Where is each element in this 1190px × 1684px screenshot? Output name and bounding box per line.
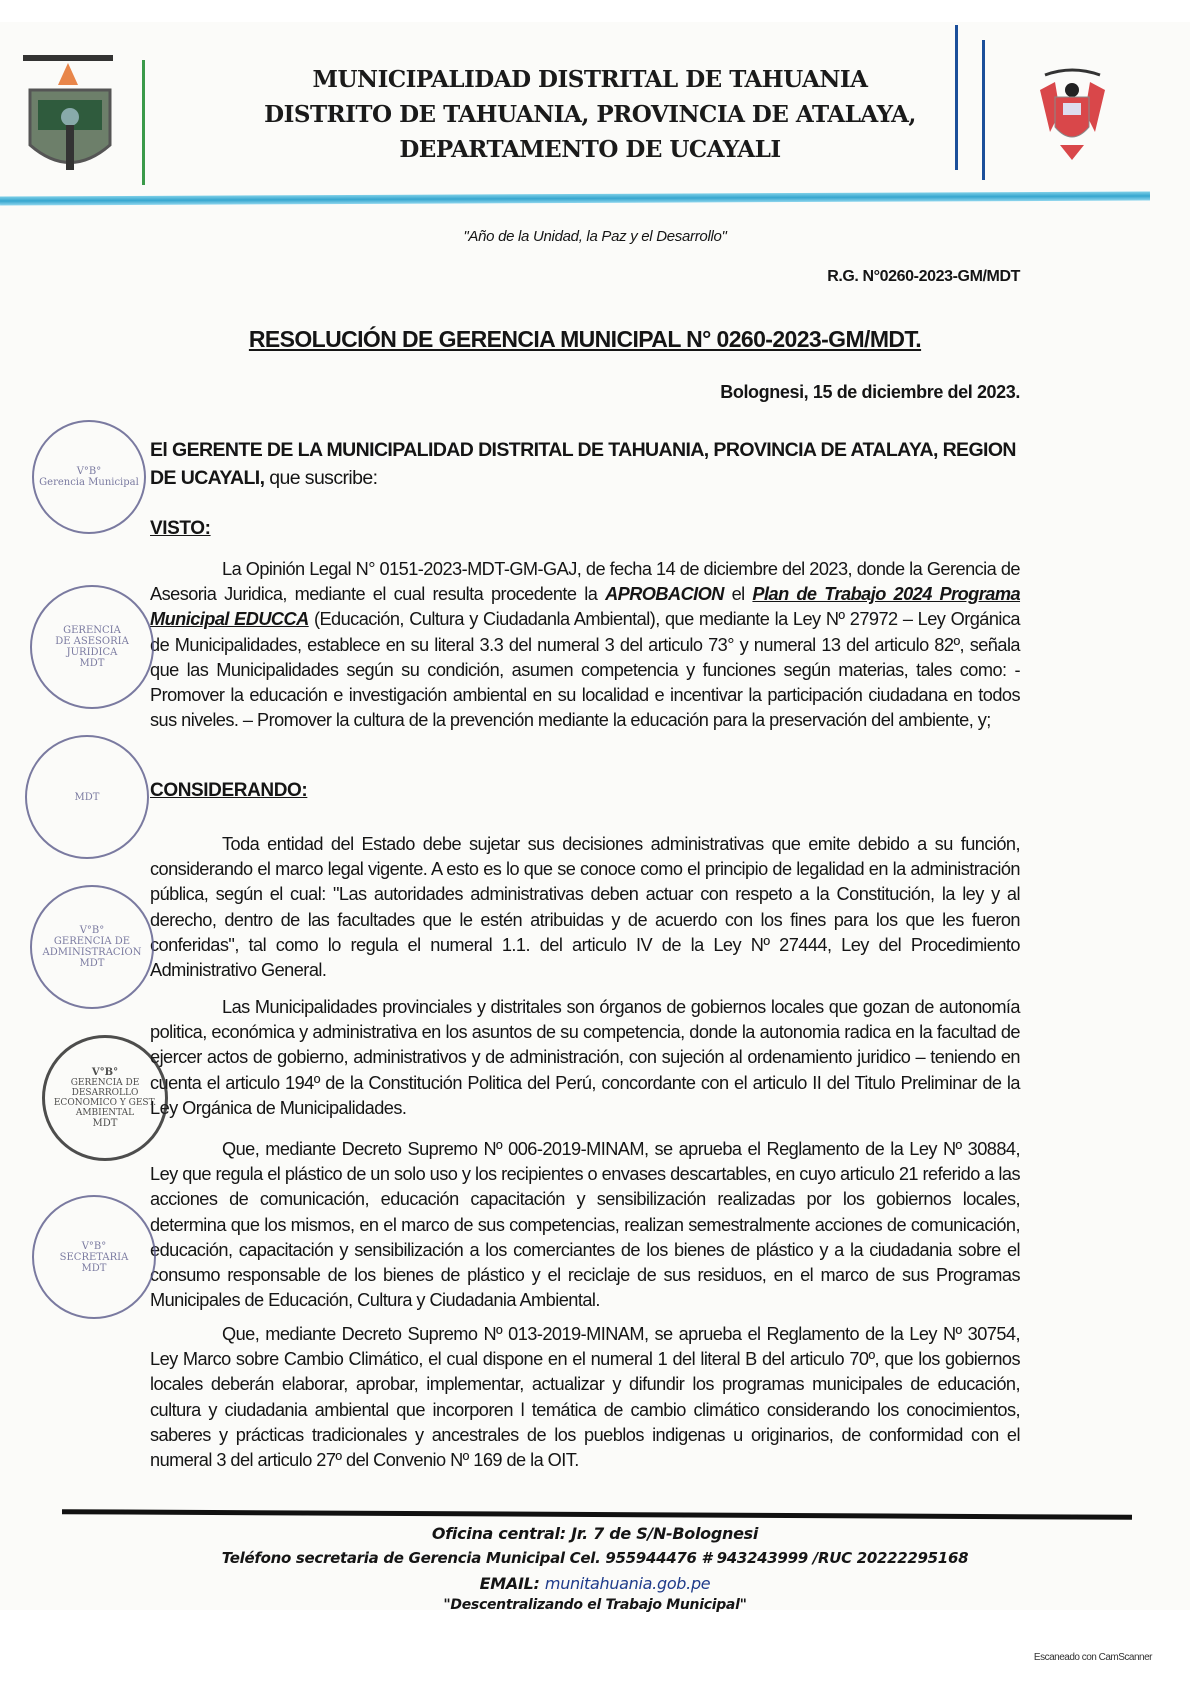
email-value: munitahuania.gob.pe	[544, 1574, 711, 1593]
intro-paragraph	[150, 436, 1020, 492]
peru-coat-of-arms	[1025, 55, 1120, 165]
header-line-2: DISTRITO DE TAHUANIA, PROVINCIA DE ATALAYA,	[264, 101, 916, 128]
camscanner-watermark: Escaneado con CamScanner	[1033, 1652, 1152, 1663]
municipal-shield-icon	[18, 45, 133, 185]
header-line-3: DEPARTAMENTO DE UCAYALI	[399, 136, 781, 163]
considerando-paragraph-3	[150, 1137, 1020, 1313]
considerando-heading: CONSIDERANDO:	[150, 780, 308, 801]
footer-slogan: "Descentralizando el Trabajo Municipal"	[443, 1597, 747, 1613]
paragraph-text: Toda entidad del Estado debe sujetar sus decisiones administrativas que emite debido a su función, considerando el marco legal vigente. A esto es lo que se conoce como el principio de legalidad en la administración pública, según el cual: "Las autoridades administrativas deben actuar con respeto a la Constitución, la ley y al derecho, dentro de las facultades que le estén atribuidas y de acuerdo con los fines para los que les fueron conferidas", tal como lo regula el numeral 1.1. del articulo IV de la Ley Nº 27444, Ley del Procedimiento Administrativo General.	[150, 834, 1020, 981]
green-divider	[142, 60, 145, 185]
visto-text: el	[723, 584, 753, 605]
considerando-paragraph-2	[150, 995, 1020, 1121]
paragraph-text: Que, mediante Decreto Supremo Nº 006-2019-MINAM, se aprueba el Reglamento de la Ley Nº 30884, Ley que regula el plástico de un solo uso y los recipientes o envases descartables, en cuyo articulo 21 referido a las acciones de comunicación, educación capacitación y sensibilización realizadas por los gobiernos locales, determina que los mismos, en el marco de sus competencias, realizan semestralmente acciones de comunicación, educación, capacitación y sensibilización a los comerciantes de los bienes de plástico y a la ciudadania sobre el consumo responsable de los bienes de plástico y el reciclaje de sus residuos, en el marco de sus Programas Municipales de Educación, Cultura y Ciudadania Ambiental.	[150, 1139, 1020, 1311]
considerando-paragraph-1	[150, 832, 1020, 983]
resolution-title: RESOLUCIÓN DE GERENCIA MUNICIPAL N° 0260-2023-GM/MDT.	[248, 326, 922, 352]
stamp-gerencia-municipal: V°B° Gerencia Municipal	[32, 420, 146, 534]
visto-heading: VISTO:	[150, 518, 211, 539]
intro-bold: El GERENTE DE LA MUNICIPALIDAD DISTRITAL DE TAHUANIA, PROVINCIA DE ATALAYA, REGION DE UCAYALI,	[150, 439, 1016, 489]
visto-text: (Educación, Cultura y Ciudadanla Ambiental), que mediante la Ley Nº 27972 – Ley Orgánica de Municipalidades, establece en su literal 3.3 del numeral 3 del articulo 73° y numeral 13 del articulo 82º, señala que las Municipalidades según su condición, asumen competencia y funciones según materias, tales como: - Promover la educación e investigación ambiental en su localidad e incentivar la participación ciudadana en todos sus niveles. – Promover la cultura de la prevención mediante la educación para la preservación del ambiente, y;	[150, 609, 1020, 731]
municipal-logo	[18, 45, 133, 185]
resolution-date: Bolognesi, 15 de diciembre del 2023.	[720, 382, 1020, 402]
paragraph-text: Que, mediante Decreto Supremo Nº 013-2019-MINAM, se aprueba el Reglamento de la Ley Nº 30754, Ley Marco sobre Cambio Climático, el cual dispone en el numeral 1 del literal B del articulo 70º, que los gobiernos locales deberán elaborar, aprobar, implementar, actualizar y difundir los programas municipales de educación, cultura y ciudadania ambiental que incorporen l temática de cambio climático considerando los conocimientos, saberes y prácticas tradicionales y ancestrales de los pueblos indigenas u originarios, de conformidad con el numeral 3 del articulo 27º del Convenio Nº 169 de la OIT.	[150, 1324, 1020, 1471]
visto-paragraph	[150, 557, 1020, 733]
footer-office: Oficina central: Jr. 7 de S/N-Bolognesi	[431, 1524, 759, 1543]
visto-text: La Opinión Legal N° 0151-2023-MDT-GM-GAJ, de fecha 14 de diciembre del 2023, donde la Gerencia de Asesoria Juridica, mediante el cual resulta procedente la	[150, 559, 1020, 605]
email-label: EMAIL:	[479, 1574, 540, 1593]
paragraph-text: Las Municipalidades provinciales y distritales son órganos de gobiernos locales que gozan de autonomía politica, económica y administrativa en los asuntos de su competencia, donde la autonomia radica en la facultad de ejercer actos de gobierno, administrativos y de administración, con sujeción al ordenamiento juridico – teniendo en cuenta el articulo 194º de la Constitución Politica del Perú, concordante con el articulo II del Titulo Preliminar de la Ley Orgánica de Municipalidades.	[150, 997, 1020, 1118]
footer-email-line	[0, 1574, 1190, 1593]
considerando-paragraph-4	[150, 1322, 1020, 1473]
reference-number: R.G. N°0260-2023-GM/MDT	[827, 268, 1020, 285]
header-line-1: MUNICIPALIDAD DISTRITAL DE TAHUANIA	[312, 66, 868, 93]
stamp-administracion: V°B° GERENCIA DE ADMINISTRACION MDT	[30, 885, 154, 1009]
footer-phone: Teléfono secretaria de Gerencia Municipal Cel. 955944476 # 943243999 /RUC 20222295168	[221, 1549, 969, 1567]
year-motto: "Año de la Unidad, la Paz y el Desarrollo"	[463, 228, 727, 245]
stamp-asesoria-juridica: GERENCIA DE ASESORIA JURIDICA MDT	[30, 585, 154, 709]
plan-title: Plan de Trabajo 2024 Programa Municipal EDUCCA	[150, 584, 1021, 630]
coat-of-arms-icon	[1025, 55, 1120, 165]
stamp-secretaria: V°B° SECRETARIA MDT	[32, 1195, 156, 1319]
intro-rest: que suscribe:	[264, 467, 378, 489]
blue-divider	[982, 40, 985, 180]
stamp-signature: MDT	[25, 735, 149, 859]
blue-divider	[955, 25, 958, 170]
aprobacion-text: APROBACION	[605, 584, 724, 605]
stamp-desarrollo-economico: V°B° GERENCIA DE DESARROLLO ECONOMICO Y GEST. AMBIENTAL MDT	[42, 1035, 168, 1161]
